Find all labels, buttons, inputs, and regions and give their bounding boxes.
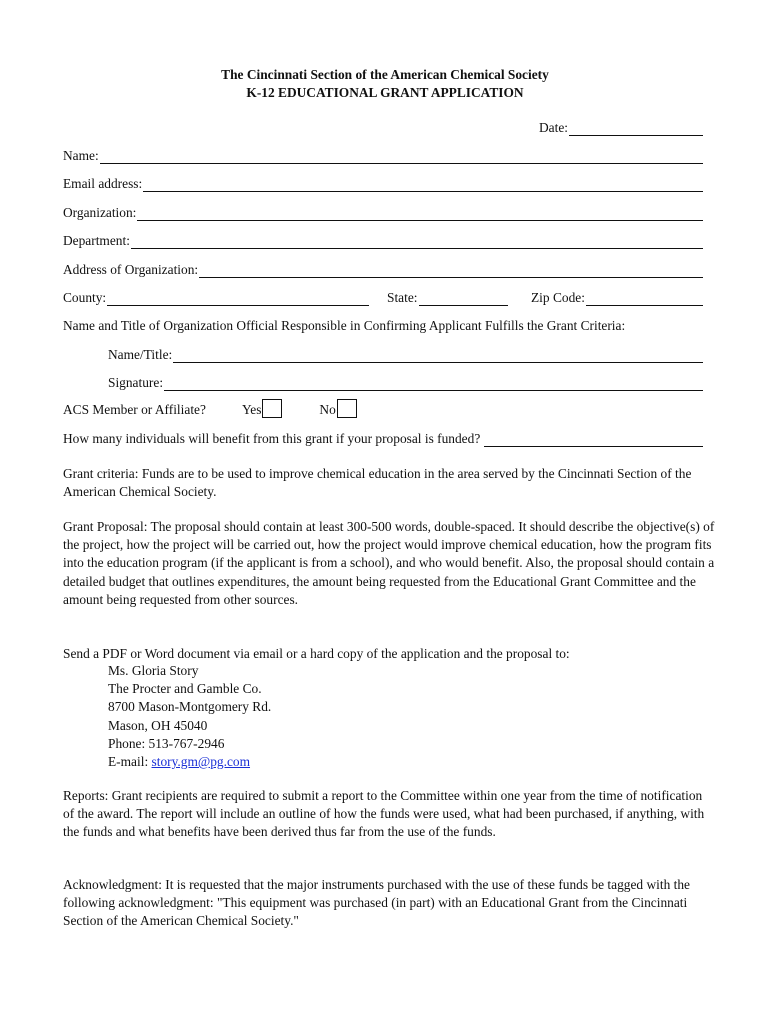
- zip-field[interactable]: [586, 291, 703, 306]
- organization-label: Organization:: [63, 205, 137, 220]
- address-email-label: E-mail:: [108, 754, 152, 770]
- date-row: [539, 118, 703, 136]
- state-group: [387, 290, 508, 306]
- address-phone: Phone: 513-767-2946: [108, 735, 225, 751]
- address-city: Mason, OH 45040: [108, 717, 208, 733]
- individuals-row: [63, 429, 703, 447]
- individuals-label: How many individuals will benefit from this grant if your proposal is funded?: [63, 431, 481, 446]
- address-field[interactable]: [199, 263, 703, 278]
- address-email-line: [108, 753, 271, 771]
- address-company: The Procter and Gamble Co.: [108, 681, 262, 697]
- name-row: [63, 146, 703, 164]
- mailing-address: [108, 662, 271, 771]
- address-contact-name: Ms. Gloria Story: [108, 663, 199, 678]
- state-field[interactable]: [419, 291, 509, 306]
- state-label: State:: [387, 290, 418, 305]
- yes-checkbox[interactable]: [262, 399, 282, 418]
- zip-label: Zip Code:: [531, 290, 585, 305]
- grant-proposal-paragraph: Grant Proposal: The proposal should contain at least 300-500 words, double-spaced. It should describe the objective(s) of the project, how the project will be carried out, how the project would improve chemical education, how the program fits into the education program (if the applicant is from a school), and who would benefit. Also, the proposal should contain a detailed budget that outlines expenditures, the amount being requested from the Educational Grant Committee and the amount being requested from other sources.: [63, 519, 715, 607]
- department-row: [63, 231, 703, 249]
- address-street: 8700 Mason-Montgomery Rd.: [108, 699, 272, 715]
- email-field[interactable]: [143, 177, 703, 192]
- acknowledgment-paragraph: Acknowledgment: It is requested that the major instruments purchased with the use of these funds be tagged with the following acknowledgment: "This equipment was purchased (in part) with an Educational Grant from the Cincinnati Section of the American Chemical Society.": [63, 877, 690, 929]
- name-label: Name:: [63, 148, 99, 163]
- name-title-row: [108, 345, 703, 363]
- header-society-title: The Cincinnati Section of the American Chemical Society: [221, 67, 549, 82]
- county-field[interactable]: [107, 291, 369, 306]
- official-heading: Name and Title of Organization Official Responsible in Confirming Applicant Fulfills the Grant Criteria:: [63, 318, 626, 333]
- individuals-field[interactable]: [484, 432, 703, 447]
- organization-row: [63, 203, 703, 221]
- organization-field[interactable]: [137, 206, 703, 221]
- yes-label: Yes: [241, 402, 262, 417]
- signature-row: [108, 373, 703, 391]
- no-checkbox[interactable]: [337, 399, 357, 418]
- name-title-field[interactable]: [173, 348, 703, 363]
- department-label: Department:: [63, 233, 130, 248]
- send-instructions-paragraph: Send a PDF or Word document via email or a hard copy of the application and the proposal to:: [63, 646, 570, 661]
- address-row: [63, 260, 703, 278]
- zip-group: [531, 290, 703, 306]
- signature-label: Signature:: [108, 375, 164, 390]
- county-group: [63, 290, 369, 306]
- county-label: County:: [63, 290, 107, 305]
- acs-member-row: [63, 400, 703, 418]
- date-field[interactable]: [569, 121, 703, 136]
- acs-question-label: ACS Member or Affiliate?: [63, 402, 206, 417]
- date-label: Date:: [539, 120, 568, 135]
- address-label: Address of Organization:: [63, 262, 199, 277]
- email-label: Email address:: [63, 176, 143, 191]
- department-field[interactable]: [131, 234, 703, 249]
- reports-paragraph: Reports: Grant recipients are required to submit a report to the Committee within one year from the time of notification of the award. The report will include an outline of how the funds were used, what had been purchased, if anything, with the funds and what benefits have been derived thus far from the use of the funds.: [63, 788, 705, 840]
- name-title-label: Name/Title:: [108, 347, 173, 362]
- grant-criteria-paragraph: Grant criteria: Funds are to be used to improve chemical education in the area served by the Cincinnati Section of the American Chemical Society.: [63, 466, 692, 500]
- name-field[interactable]: [100, 149, 703, 164]
- email-row: [63, 174, 703, 192]
- header-application-title: K-12 EDUCATIONAL GRANT APPLICATION: [246, 85, 524, 100]
- official-heading-row: [63, 316, 703, 334]
- no-label: No: [319, 402, 336, 417]
- county-state-zip-row: [63, 288, 703, 306]
- email-link[interactable]: story.gm@pg.com: [151, 754, 251, 770]
- signature-field[interactable]: [164, 376, 703, 391]
